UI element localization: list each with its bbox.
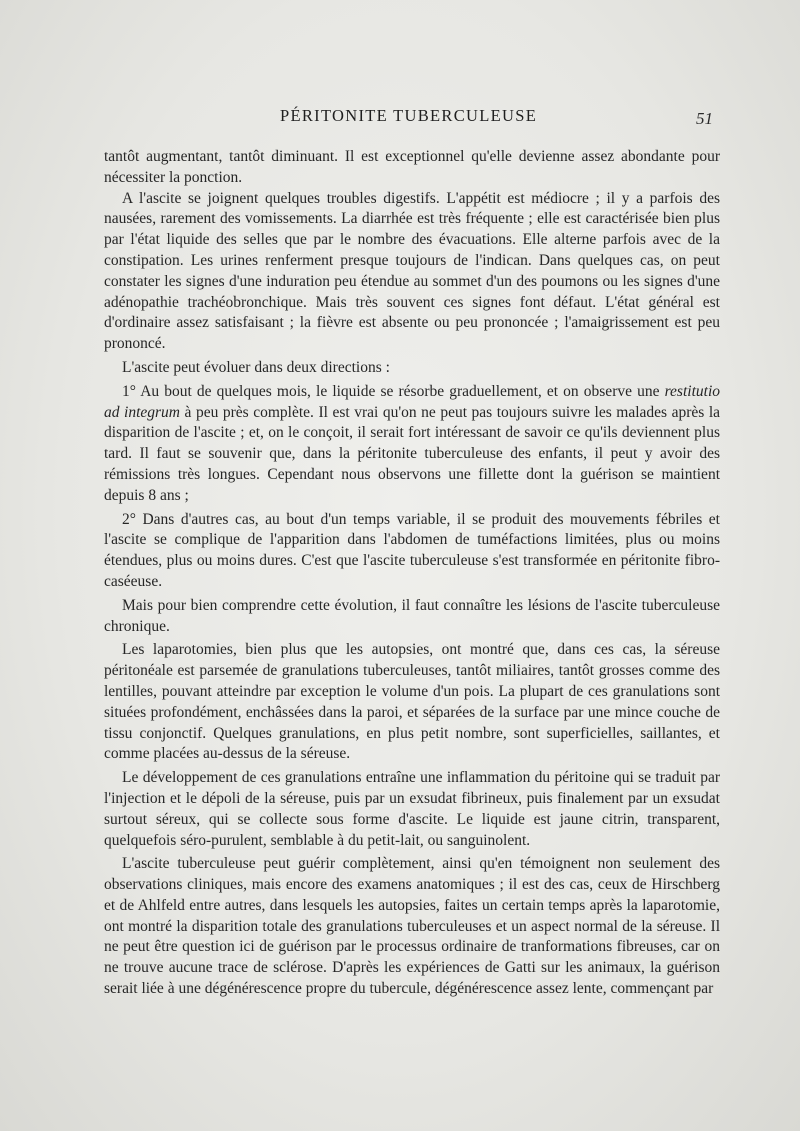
paragraph-text: 1° Au bout de quelques mois, le liquide se résorbe graduellement, et on observe une bbox=[122, 382, 665, 400]
body-text bbox=[104, 147, 720, 1000]
running-title: PÉRITONITE TUBERCULEUSE bbox=[280, 106, 538, 125]
paragraph-text: à peu près complète. Il est vrai qu'on ne peut pas toujours suivre les malades après la disparition de l'ascite ; et, on le conçoit, il serait fort intéressant de savoir ce qu'ils deviennent plus tard. Il faut se souvenir que, dans la péritonite tuberculeuse des enfants, il peut y avoir des rémissions très longues. Cependant nous observons une fillette dont la guérison se maintient depuis 8 ans ; bbox=[104, 403, 721, 504]
paragraph: tantôt augmentant, tantôt diminuant. Il est exceptionnel qu'elle devienne assez abondante pour nécessiter la ponction. bbox=[104, 148, 720, 186]
paragraph: Mais pour bien comprendre cette évolution, il faut connaître les lésions de l'ascite tuberculeuse chronique. bbox=[104, 596, 720, 635]
paragraph: Le développement de ces granulations entraîne une inflammation du péritoine qui se traduit par l'injection et le dépoli de la séreuse, puis par un exsudat fibrineux, puis finalement par un exsudat surtout séreux, qui se collecte sous forme d'ascite. Le liquide est jaune citrin, transparent, quelquefois séro-purulent, semblable à du petit-lait, ou sanguinolent. bbox=[104, 769, 720, 849]
latin-phrase: restitutio ad integrum bbox=[104, 382, 720, 421]
paragraph: 2° Dans d'autres cas, au bout d'un temps variable, il se produit des mouvements fébriles et l'ascite se complique de l'apparition dans l'abdomen de tuméfactions limitées, plus ou moins étendues, plus ou moins dures. C'est que l'ascite tuberculeuse s'est transformée en péritonite fibro-caséeuse. bbox=[104, 510, 720, 590]
paragraph: Les laparotomies, bien plus que les autopsies, ont montré que, dans ces cas, la séreuse péritonéale est parsemée de granulations tuberculeuses, tantôt miliaires, tantôt grosses comme des lentilles, pouvant atteindre par exception le volume d'un pois. La plupart de ces granulations sont situées profondément, enchâssées dans la paroi, et séparées de la surface par une mince couche de tissu conjonctif. Quelques granulations, en plus petit nombre, sont superficielles, saillantes, et comme placées au-dessus de la séreuse. bbox=[104, 641, 720, 763]
paragraph: A l'ascite se joignent quelques troubles digestifs. L'appétit est médiocre ; il y a parfois des nausées, rarement des vomissements. La diarrhée est très fréquente ; elle est caractérisée bien plus par l'état liquide des selles que par le nombre des évacuations. Elle alterne parfois avec de la constipation. Les urines renferment presque toujours de l'indican. Dans quelques cas, on peut constater les signes d'une induration peu étendue au sommet d'un des poumons ou les signes d'une adénopathie trachéobronchique. Mais très souvent ces signes font défaut. L'état général est d'ordinaire assez satisfaisant ; la fièvre est absente ou peu prononcée ; l'amaigrissement est peu prononcé. bbox=[104, 189, 720, 353]
paragraph: L'ascite peut évoluer dans deux directions : bbox=[122, 358, 390, 376]
paragraph: L'ascite tuberculeuse peut guérir complètement, ainsi qu'en témoignent non seulement des observations cliniques, mais encore des examens anatomiques ; il est des cas, ceux de Hirschberg et de Ahlfeld entre autres, dans lesquels les autopsies, faites un certain temps après la laparotomie, ont montré la disparition totale des granulations tuberculeuses et un aspect normal de la séreuse. Il ne peut être question ici de guérison par le processus ordinaire de tranformations fibreuses, car on ne trouve aucune trace de sclérose. D'après les expériences de Gatti sur les animaux, la guérison serait liée à une dégénérescence propre du tubercule, dégénérescence assez lente, commençant par bbox=[104, 855, 720, 998]
page-number: 51 bbox=[696, 109, 713, 128]
page-header bbox=[0, 106, 800, 132]
paragraph bbox=[104, 382, 720, 507]
